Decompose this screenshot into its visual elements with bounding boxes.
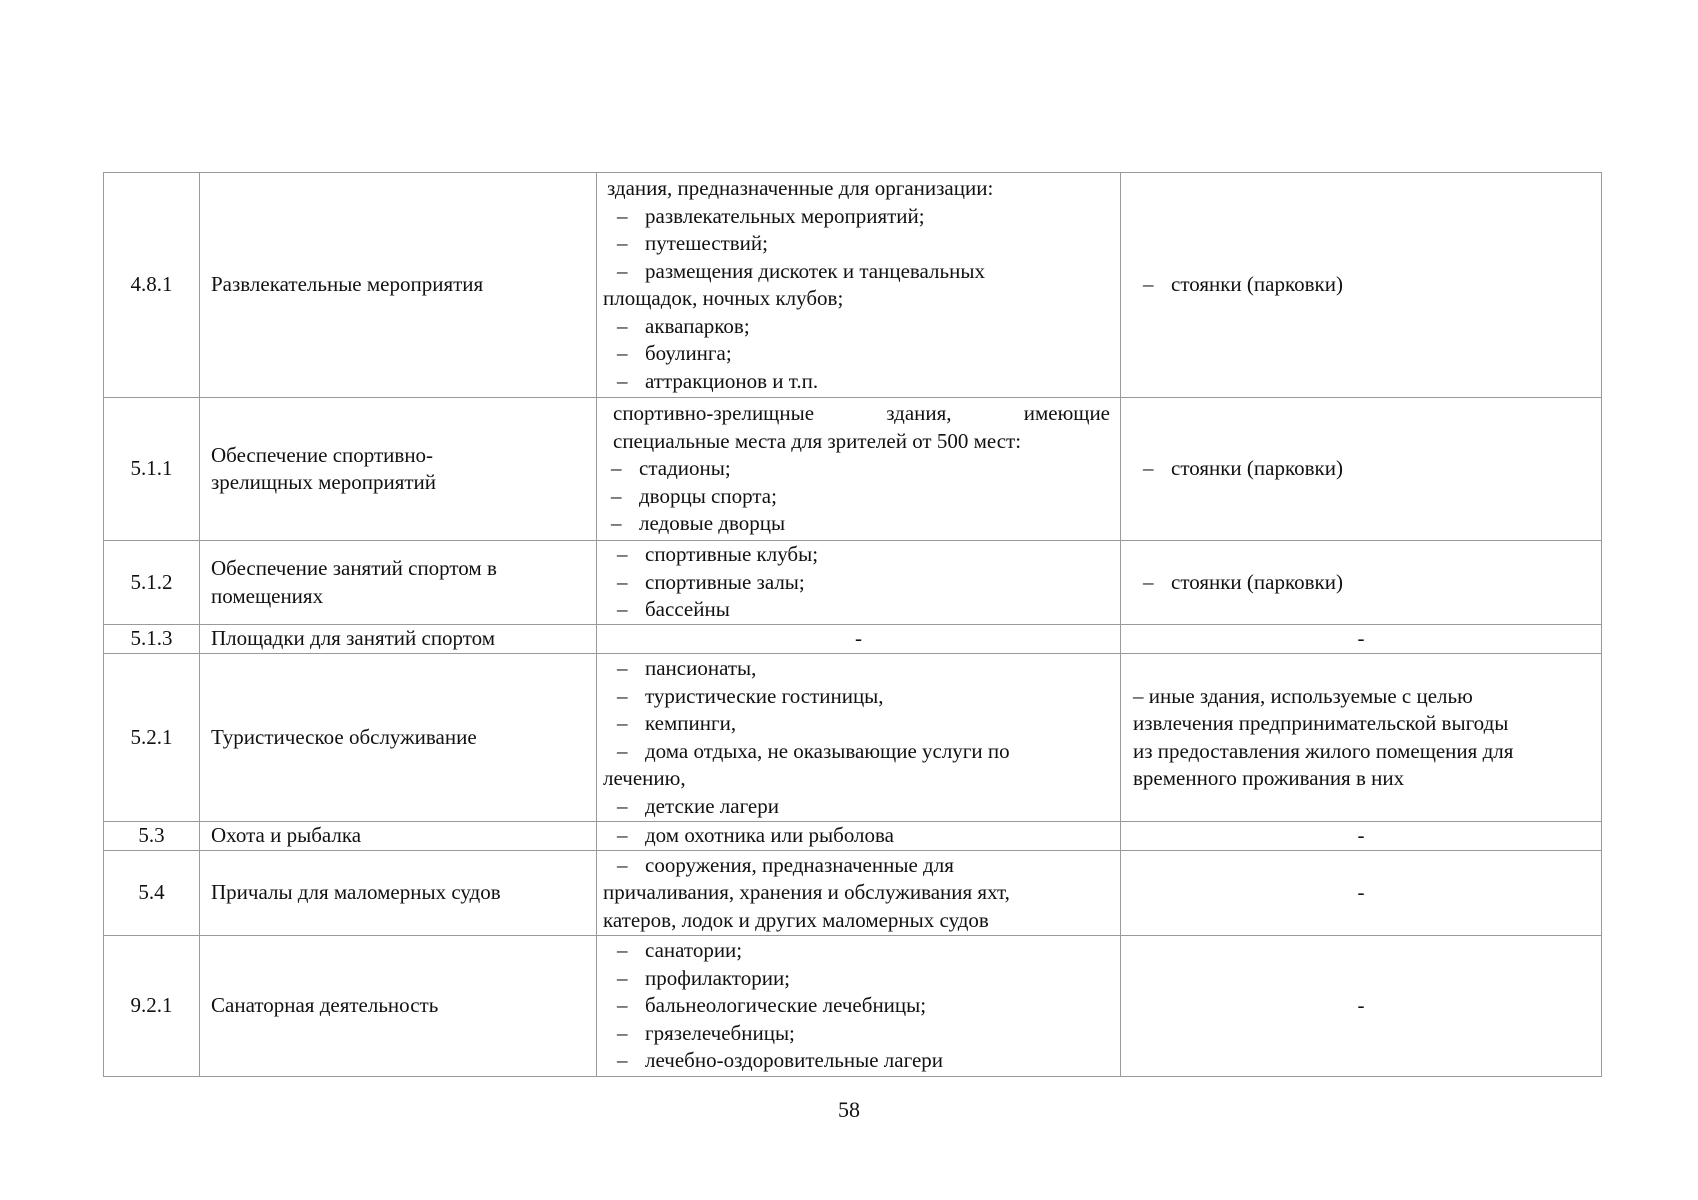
dash-bullet: –	[617, 965, 628, 990]
row-code: 9.2.1	[104, 936, 200, 1077]
conditional-line: временного проживания в них	[1133, 766, 1405, 790]
dash-bullet: –	[617, 203, 628, 228]
dash-bullet: –	[1143, 569, 1154, 594]
main-uses-cell	[597, 851, 1121, 936]
conditional-uses-cell	[1121, 541, 1602, 625]
conditional-uses-cell	[1121, 398, 1602, 541]
dash-bullet: –	[617, 313, 628, 338]
conditional-uses-cell: -	[1121, 936, 1602, 1077]
table-row	[104, 822, 1602, 851]
row-code: 5.3	[104, 822, 200, 851]
list-item: – санатории;	[603, 937, 1110, 965]
list-item: – боулинга;	[603, 340, 1110, 368]
dash-bullet: –	[617, 656, 628, 680]
list-item: – спортивные клубы;	[603, 541, 1110, 569]
dash-bullet: –	[617, 793, 628, 818]
dash-bullet: –	[617, 597, 628, 622]
row-code: 5.1.2	[104, 541, 200, 625]
row-name: Развлекательные мероприятия	[200, 173, 597, 398]
conditional-uses-cell: -	[1121, 822, 1602, 851]
list-item: – сооружения, предназначенные для	[603, 852, 1110, 880]
list-item: – детские лагери	[603, 793, 1110, 821]
dash-bullet: –	[617, 738, 628, 763]
list-item: – аттракционов и т.п.	[603, 368, 1110, 396]
conditional-uses-cell: -	[1121, 625, 1602, 654]
land-use-table	[103, 172, 1602, 1077]
list-item-continuation: катеров, лодок и других маломерных судов	[603, 907, 989, 932]
dash-bullet: –	[617, 1020, 628, 1045]
row-name: Обеспечение спортивно- зрелищных мероприятий	[200, 398, 597, 541]
main-uses-cell	[597, 173, 1121, 398]
main-uses-intro: спортивно-зрелищные здания, имеющие	[613, 401, 1110, 426]
conditional-line: – иные здания, используемые с целью	[1133, 683, 1473, 708]
conditional-line: из предоставления жилого помещения для	[1133, 738, 1514, 763]
table-row	[104, 625, 1602, 654]
table-row	[104, 654, 1602, 822]
list-item: – развлекательных мероприятий;	[603, 203, 1110, 231]
main-uses-cell	[597, 654, 1121, 822]
dash-bullet: –	[1143, 272, 1154, 297]
row-name: Санаторная деятельность	[200, 936, 597, 1077]
list-item-continuation: лечению,	[603, 766, 686, 790]
table-row	[104, 936, 1602, 1077]
table-row	[104, 398, 1602, 541]
list-item: – пансионаты,	[603, 655, 1110, 683]
conditional-uses-cell: -	[1121, 851, 1602, 936]
dash-bullet: –	[617, 938, 628, 963]
table-row	[104, 541, 1602, 625]
table-row	[104, 851, 1602, 936]
list-item: – ледовые дворцы	[603, 510, 1110, 538]
list-item: – кемпинги,	[603, 710, 1110, 738]
list-item-continuation: площадок, ночных клубов;	[603, 286, 844, 310]
dash-bullet: –	[617, 852, 628, 877]
dash-bullet: –	[617, 823, 628, 848]
list-item: – лечебно-оздоровительные лагери	[603, 1047, 1110, 1075]
list-item-continuation: причаливания, хранения и обслуживания яхт,	[603, 880, 1010, 905]
main-uses-cell	[597, 398, 1121, 541]
list-item: – стоянки (парковки)	[1133, 455, 1591, 483]
conditional-uses-cell	[1121, 654, 1602, 822]
row-name: Туристическое обслуживание	[200, 654, 597, 822]
row-name: Причалы для маломерных судов	[200, 851, 597, 936]
dash-bullet: –	[617, 231, 628, 255]
list-item: – дворцы спорта;	[603, 483, 1110, 511]
table-row	[104, 173, 1602, 398]
dash-bullet: –	[617, 341, 628, 365]
row-name: Площадки для занятий спортом	[200, 625, 597, 654]
dash-bullet: –	[617, 1048, 628, 1073]
conditional-line: извлечения предпринимательской выгоды	[1133, 711, 1509, 735]
dash-bullet: –	[617, 368, 628, 393]
list-item: – профилактории;	[603, 965, 1110, 993]
row-code: 4.8.1	[104, 173, 200, 398]
list-item: – размещения дискотек и танцевальных	[603, 258, 1110, 286]
main-uses-cell	[597, 936, 1121, 1077]
list-item: – грязелечебницы;	[603, 1020, 1110, 1048]
main-uses-cell	[597, 541, 1121, 625]
row-code: 5.4	[104, 851, 200, 936]
row-name: Охота и рыбалка	[200, 822, 597, 851]
list-item: – дом охотника или рыболова	[603, 822, 1110, 850]
dash-bullet: –	[617, 993, 628, 1018]
dash-bullet: –	[617, 258, 628, 283]
list-item: – бальнеологические лечебницы;	[603, 992, 1110, 1020]
dash-bullet: –	[611, 511, 622, 536]
list-item: – дома отдыха, не оказывающие услуги по	[603, 738, 1110, 766]
list-item: – стоянки (парковки)	[1133, 569, 1591, 597]
dash-bullet: –	[611, 456, 622, 481]
page-number: 58	[838, 1097, 860, 1122]
main-uses-intro: специальные места для зрителей от 500 мест:	[613, 428, 1022, 453]
dash-bullet: –	[611, 483, 622, 508]
dash-bullet: –	[617, 542, 628, 567]
row-name: Обеспечение занятий спортом в помещениях	[200, 541, 597, 625]
row-code: 5.1.1	[104, 398, 200, 541]
conditional-uses-cell	[1121, 173, 1602, 398]
list-item: – спортивные залы;	[603, 569, 1110, 597]
dash-bullet: –	[617, 569, 628, 594]
main-uses-intro: здания, предназначенные для организации:	[607, 176, 994, 200]
main-uses-cell: -	[597, 625, 1121, 654]
dash-bullet: –	[617, 711, 628, 735]
list-item: – стоянки (парковки)	[1133, 271, 1591, 299]
list-item: – бассейны	[603, 596, 1110, 624]
row-code: 5.2.1	[104, 654, 200, 822]
main-uses-cell	[597, 822, 1121, 851]
list-item: – аквапарков;	[603, 313, 1110, 341]
list-item: – путешествий;	[603, 230, 1110, 258]
dash-bullet: –	[617, 683, 628, 708]
row-code: 5.1.3	[104, 625, 200, 654]
list-item: – стадионы;	[603, 455, 1110, 483]
list-item: – туристические гостиницы,	[603, 683, 1110, 711]
dash-bullet: –	[1143, 456, 1154, 481]
